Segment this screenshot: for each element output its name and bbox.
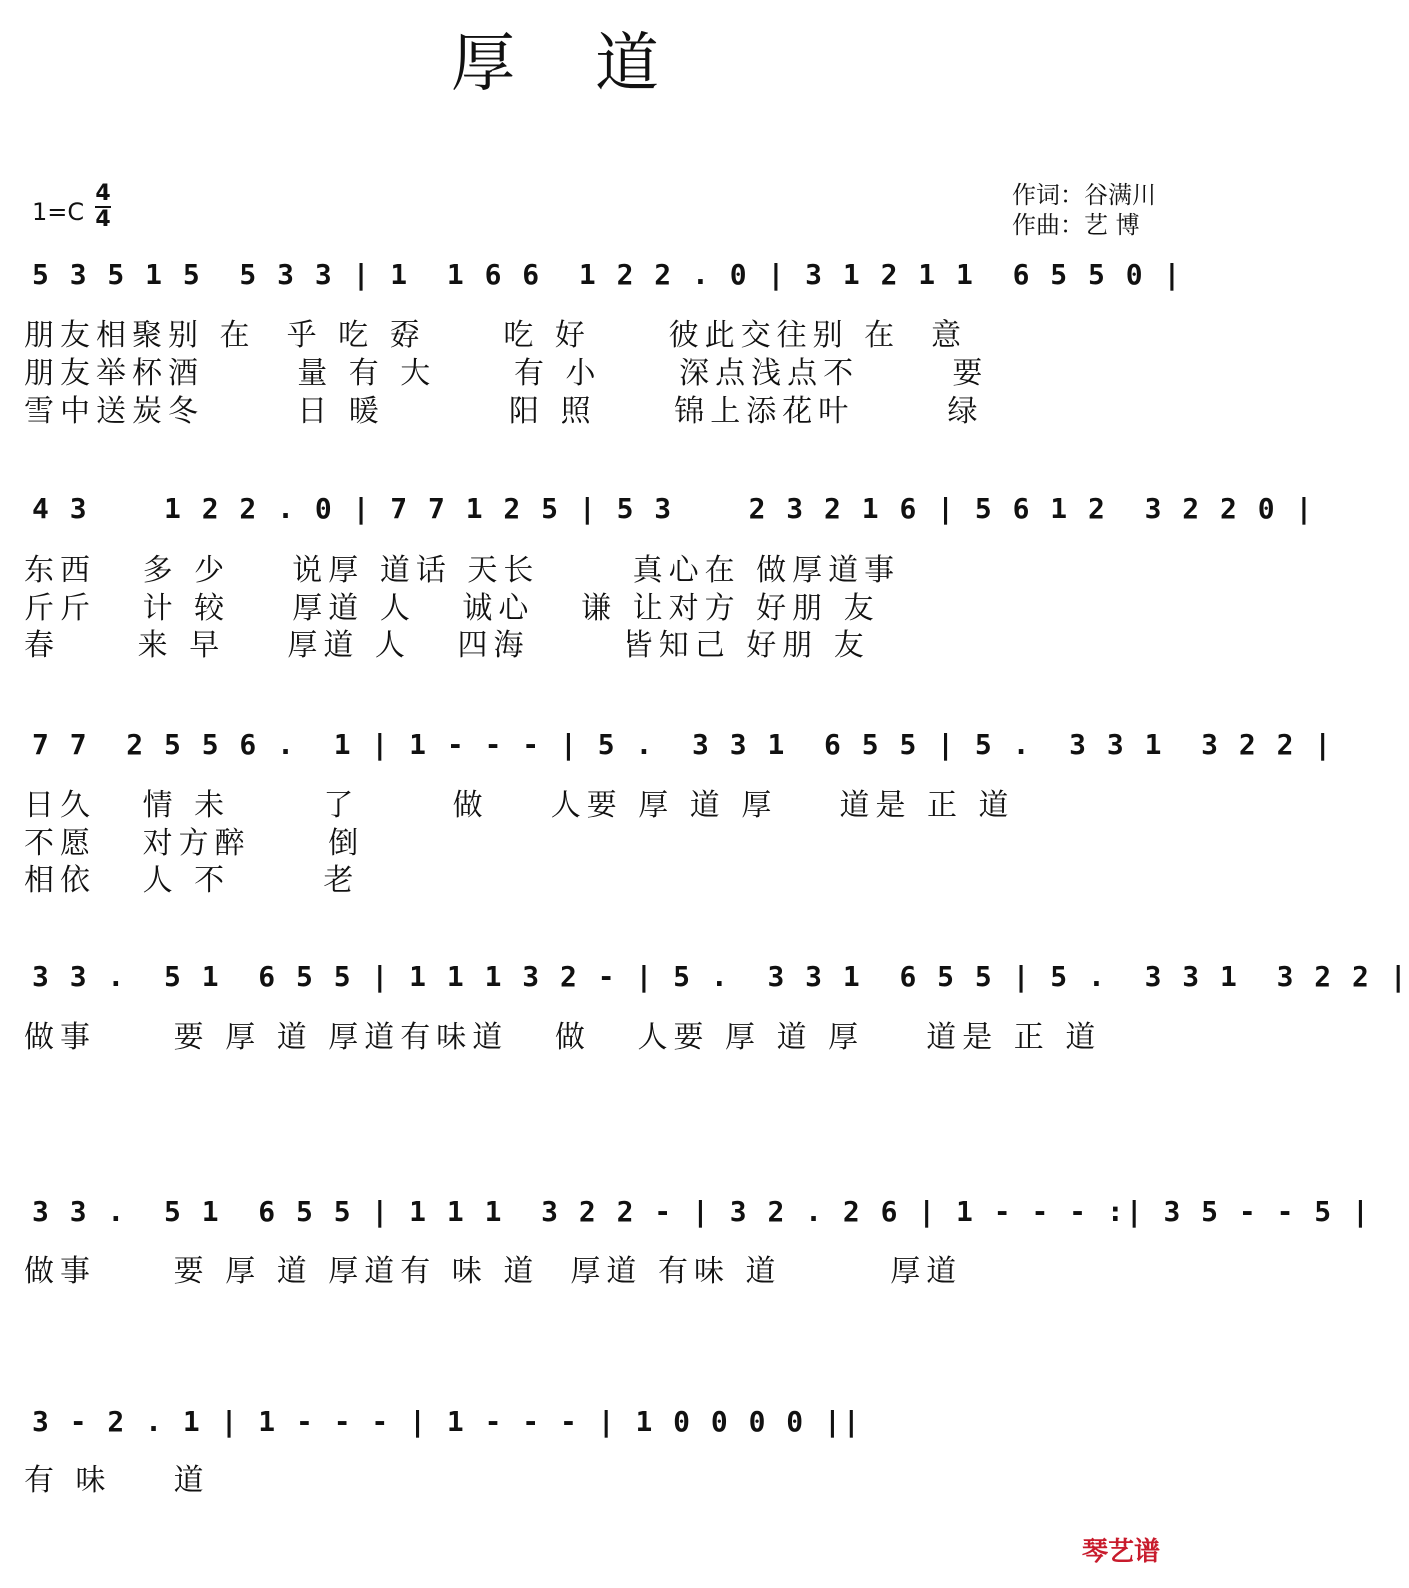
- lyricist: 作词：谷满川: [1012, 181, 1156, 209]
- lyric-row-2-verse-3: 春 来 早 厚道 人 四海 皆知己 好朋 友: [24, 628, 870, 663]
- lyric-row-1-verse-3: 雪中送炭冬 日 暖 阳 照 锦上添花叶 绿: [24, 394, 984, 429]
- time-signature: [93, 182, 113, 232]
- lyric-row-6-verse-1: 有 味 道: [24, 1463, 210, 1498]
- lyric-row-2-verse-1: 东西 多 少 说厚 道话 天长 真心在 做厚道事: [24, 553, 901, 588]
- page-title: 厚道: [451, 27, 739, 101]
- lyric-row-1-verse-2: 朋友举杯酒 量 有 大 有 小 深点浅点不 要: [24, 356, 989, 391]
- lyric-row-4-verse-1: 做事 要 厚 道 厚道有味道 做 人要 厚 道 厚 道是 正 道: [24, 1020, 1102, 1055]
- notation-row-4: 3 3 . 5 1 6 5 5 | 1 1 1 3 2 - | 5 . 3 3 1 6 5 5 | 5 . 3 3 1 3 2 2 |: [32, 960, 1409, 993]
- credits: [1012, 180, 1156, 240]
- composer: 作曲：艺 博: [1012, 211, 1140, 239]
- watermark-logo: 琴艺谱: [1081, 1537, 1160, 1567]
- lyric-row-5-verse-1: 做事 要 厚 道 厚道有 味 道 厚道 有味 道 厚道: [24, 1254, 963, 1289]
- notation-row-6: 3 - 2 . 1 | 1 - - - | 1 - - - | 1 0 0 0 0 ||: [32, 1405, 862, 1438]
- lyric-row-3-verse-1: 日久 情 未 了 做 人要 厚 道 厚 道是 正 道: [24, 788, 1015, 823]
- time-signature-top: 4: [95, 181, 111, 206]
- notation-row-3: 7 7 2 5 5 6 . 1 | 1 - - - | 5 . 3 3 1 6 5 5 | 5 . 3 3 1 3 2 2 |: [32, 728, 1334, 761]
- notation-row-5: 3 3 . 5 1 6 5 5 | 1 1 1 3 2 2 - | 3 2 . 2 6 | 1 - - - :| 3 5 - - 5 |: [32, 1195, 1371, 1228]
- time-signature-bottom: 4: [95, 207, 111, 232]
- notation-row-2: 4 3 1 2 2 . 0 | 7 7 1 2 5 | 5 3 2 3 2 1 6 | 5 6 1 2 3 2 2 0 |: [32, 492, 1315, 525]
- key-signature: 1=C: [32, 198, 85, 226]
- lyric-row-2-verse-2: 斤斤 计 较 厚道 人 诚心 谦 让对方 好朋 友: [24, 591, 880, 626]
- lyric-row-3-verse-2: 不愿 对方醉 倒: [24, 826, 365, 861]
- lyric-row-1-verse-1: 朋友相聚别 在 乎 吃 孬 吃 好 彼此交往别 在 意: [24, 318, 968, 353]
- lyric-row-3-verse-3: 相依 人 不 老: [24, 863, 360, 898]
- notation-row-1: 5 3 5 1 5 5 3 3 | 1 1 6 6 1 2 2 . 0 | 3 1 2 1 1 6 5 5 0 |: [32, 258, 1183, 291]
